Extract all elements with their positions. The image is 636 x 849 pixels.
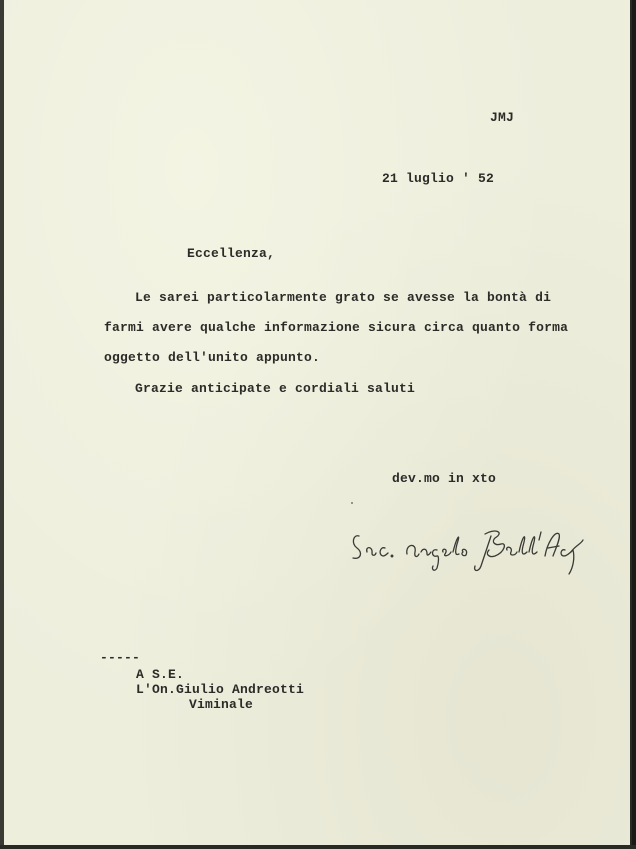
scan-bottom-edge — [0, 845, 636, 849]
body-line-3: oggetto dell'unito appunto. — [104, 350, 321, 365]
salutation: Eccellenza, — [187, 246, 276, 261]
handwritten-signature — [345, 522, 585, 582]
paper-speck — [351, 502, 353, 504]
separator-line: ----- — [100, 650, 141, 665]
letter-date: 21 luglio ' 52 — [382, 171, 495, 186]
address-line-3: Viminale — [189, 697, 254, 712]
header-mark: JMJ — [490, 110, 515, 125]
body-line-2: farmi avere qualche informazione sicura circa quanto forma — [104, 320, 569, 335]
body-line-1: Le sarei particolarmente grato se avesse la bontà di — [135, 290, 552, 305]
letter-sheet — [4, 0, 632, 845]
body-line-4: Grazie anticipate e cordiali saluti — [135, 381, 416, 396]
address-line-1: A S.E. — [136, 667, 185, 682]
address-line-2: L'On.Giulio Andreotti — [136, 682, 305, 697]
closing: dev.mo in xto — [392, 471, 497, 486]
